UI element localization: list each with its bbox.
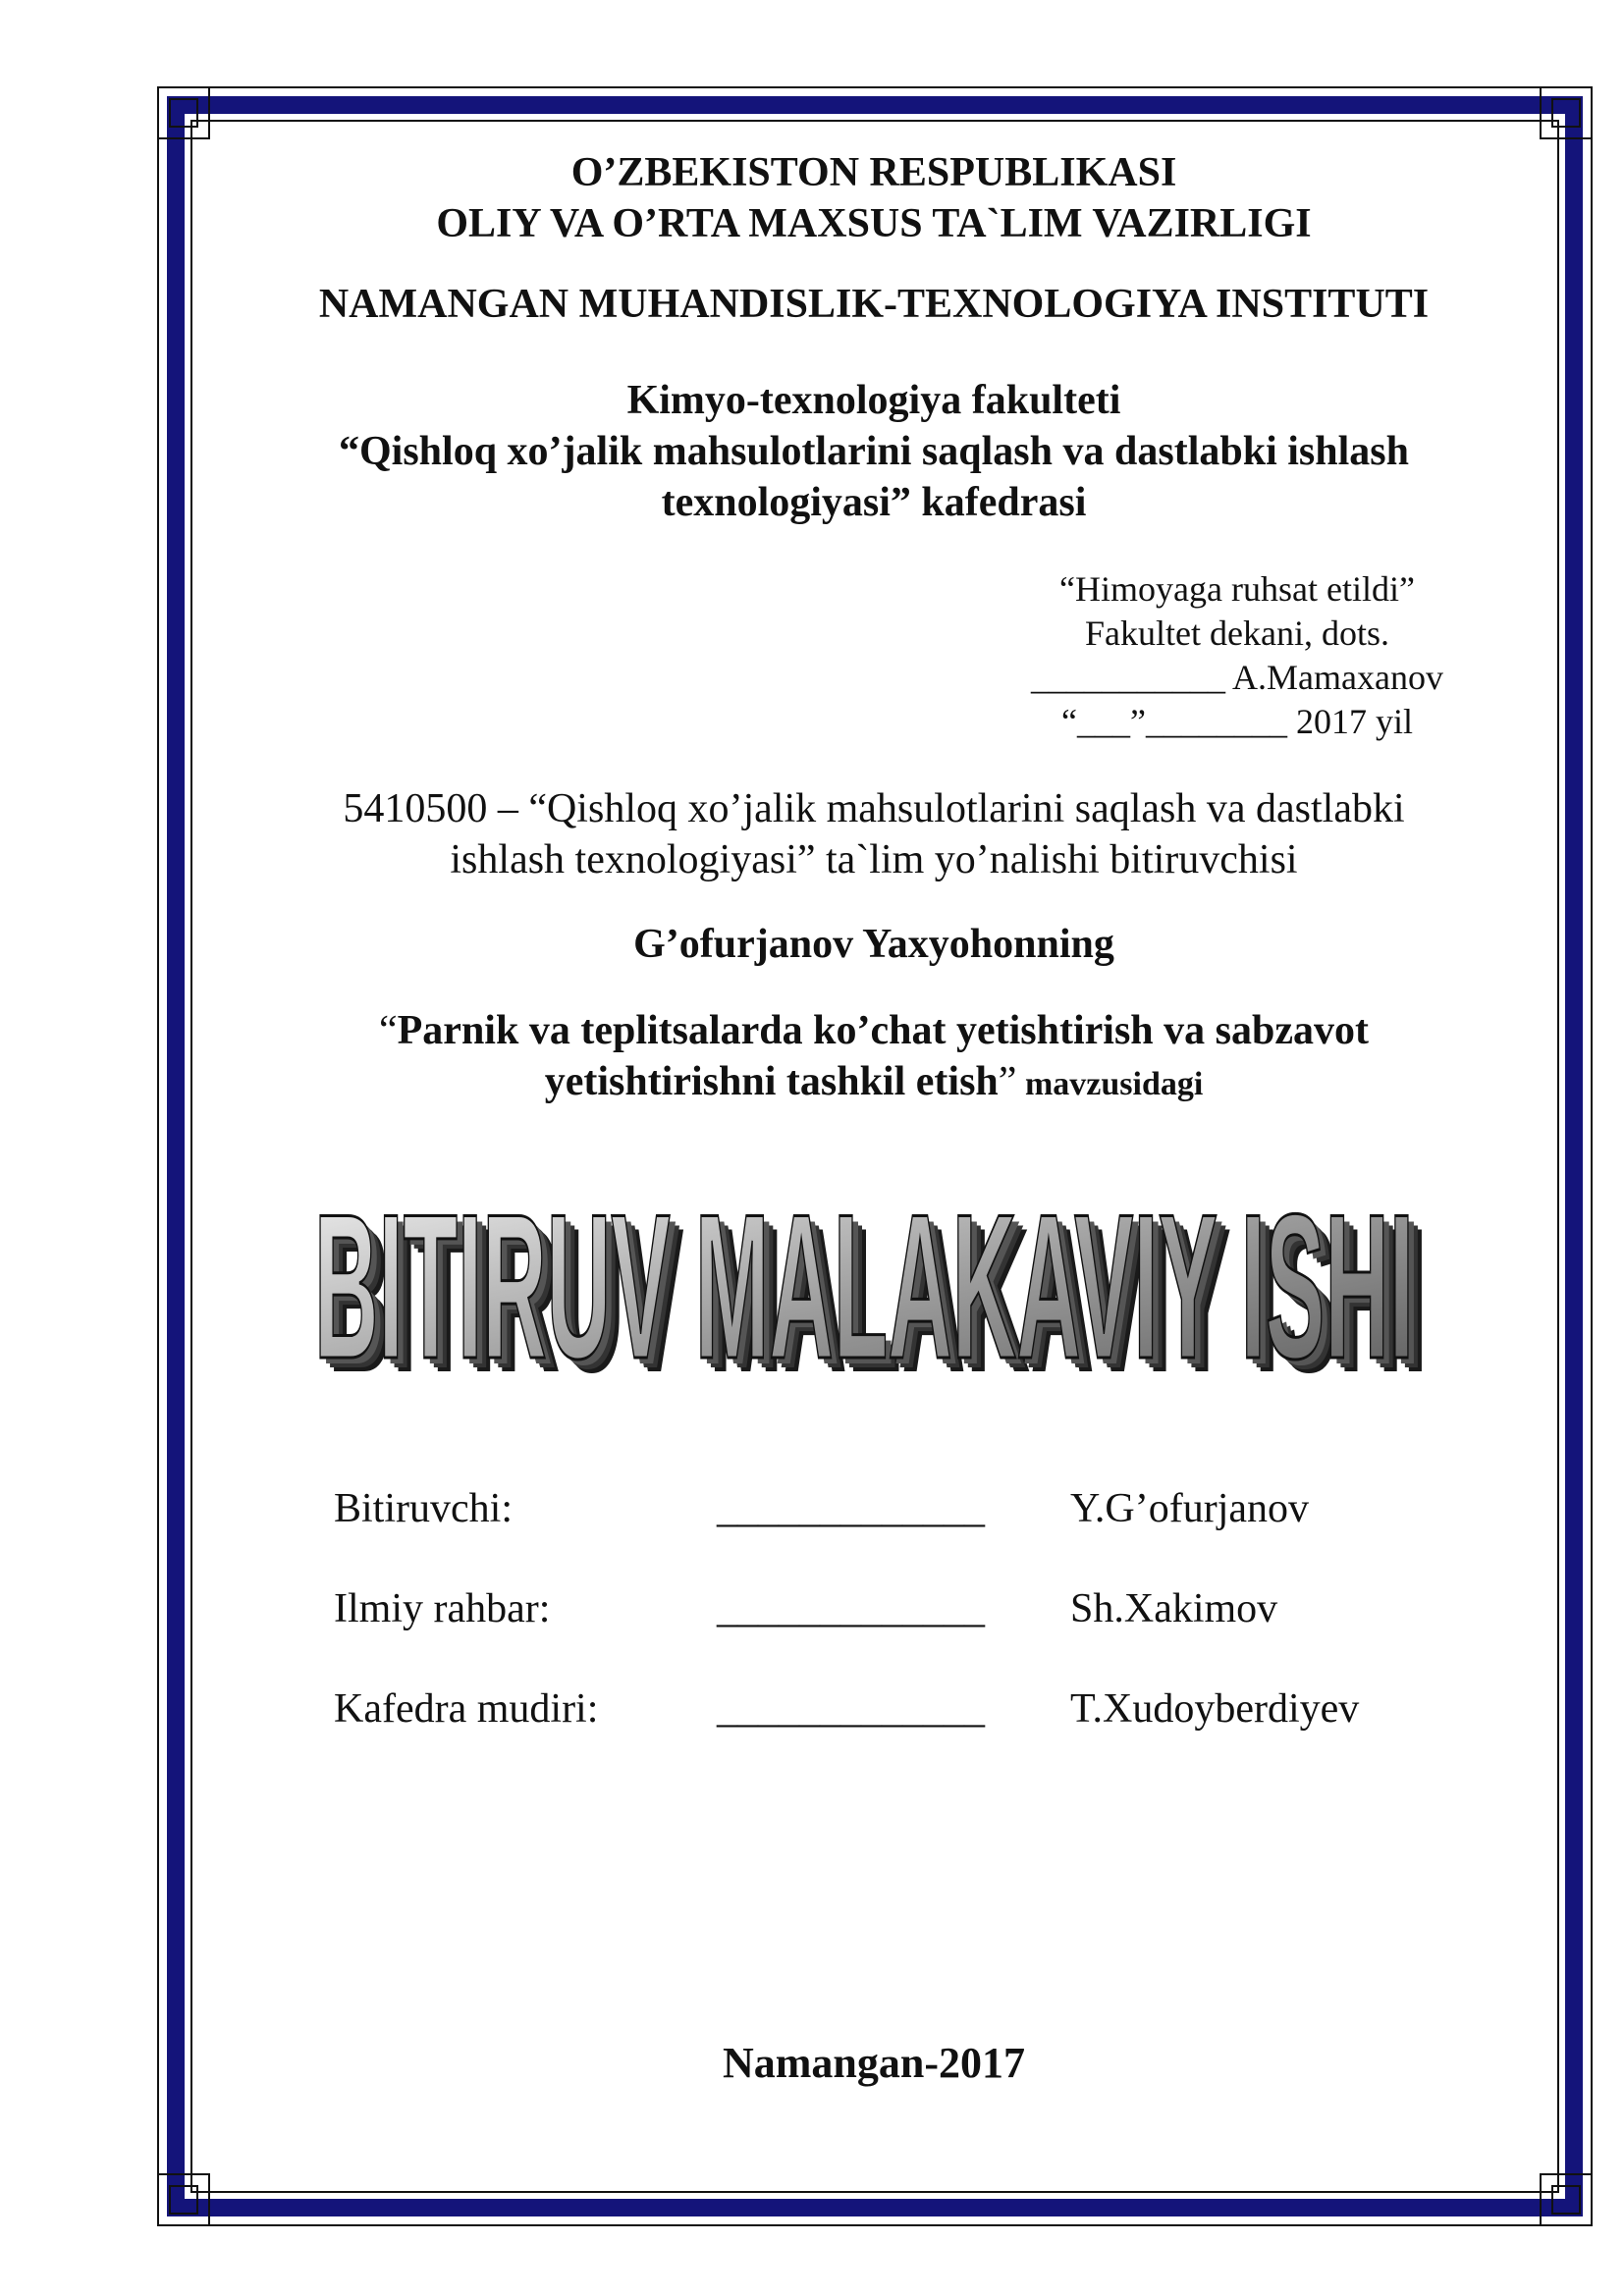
frame-corner-top-left bbox=[157, 86, 210, 139]
topic-text-2: yetishtirishni tashkil etish bbox=[544, 1059, 999, 1104]
approval-line-2: Fakultet dekani, dots. bbox=[1085, 614, 1389, 653]
signature-row-graduate bbox=[334, 1483, 1522, 1583]
signature-row-head-of-department bbox=[334, 1683, 1522, 1784]
republic-heading: O’ZBEKISTON RESPUBLIKASI bbox=[570, 150, 1177, 195]
approval-line-3: ___________ A.Mamaxanov bbox=[1031, 658, 1443, 697]
faculty-heading: Kimyo-texnologiya fakulteti bbox=[626, 378, 1121, 423]
signature-name: Sh.Xakimov bbox=[1070, 1586, 1278, 1631]
approval-block bbox=[982, 567, 1492, 744]
wordart-extrusion-3: BITIRUV MALAKAVIY ISHI bbox=[328, 1185, 1428, 1395]
approval-line-4: “___”________ 2017 yil bbox=[1061, 702, 1413, 741]
topic-suffix: mavzusidagi bbox=[1016, 1066, 1204, 1102]
frame-corner-bottom-left bbox=[157, 2173, 210, 2226]
wordart-extrusion-2: BITIRUV MALAKAVIY ISHI bbox=[324, 1181, 1424, 1395]
wordart-title-text: BITIRUV MALAKAVIY ISHI bbox=[314, 1171, 1414, 1395]
title-page-content bbox=[226, 147, 1522, 1784]
ministry-heading: OLIY VA O’RTA MAXSUS TA`LIM VAZIRLIGI bbox=[436, 201, 1312, 246]
direction-line-2: ishlash texnologiyasi” ta`lim yo’nalishi bitiruvchisi bbox=[450, 837, 1298, 882]
wordart-extrusion-1: BITIRUV MALAKAVIY ISHI bbox=[320, 1177, 1420, 1395]
topic-line-1 bbox=[226, 1005, 1522, 1056]
signature-name: Y.G’ofurjanov bbox=[1070, 1486, 1310, 1531]
signature-role: Ilmiy rahbar: bbox=[334, 1586, 551, 1631]
department-line-1: “Qishloq xo’jalik mahsulotlarini saqlash va dastlabki ishlash bbox=[338, 429, 1409, 474]
frame-corner-bottom-right bbox=[1540, 2173, 1593, 2226]
wordart-title bbox=[226, 1140, 1522, 1395]
approval-line-1: “Himoyaga ruhsat etildi” bbox=[1059, 569, 1415, 609]
signature-row-supervisor bbox=[334, 1583, 1522, 1683]
direction-line-1: 5410500 – “Qishloq xo’jalik mahsulotlarini saqlash va dastlabki bbox=[343, 786, 1405, 831]
department-line-2: texnologiyasi” kafedrasi bbox=[661, 480, 1087, 525]
topic-close-quote: ” bbox=[998, 1059, 1017, 1104]
study-direction bbox=[226, 783, 1522, 885]
wordart-title-svg bbox=[226, 1140, 1522, 1395]
signature-name: T.Xudoyberdiyev bbox=[1070, 1686, 1360, 1732]
signature-role: Kafedra mudiri: bbox=[334, 1686, 599, 1732]
signature-block bbox=[334, 1483, 1522, 1784]
topic-line-2 bbox=[226, 1056, 1522, 1110]
topic-open-quote: “ bbox=[379, 1008, 398, 1053]
institute-heading: NAMANGAN MUHANDISLIK-TEXNOLOGIYA INSTITUTI bbox=[318, 282, 1430, 327]
topic-text-1: Parnik va teplitsalarda ko’chat yetishtirish va sabzavot bbox=[397, 1008, 1369, 1053]
signature-line: _____________ bbox=[717, 1586, 985, 1631]
student-name: G’ofurjanov Yaxyohonning bbox=[633, 922, 1114, 967]
thesis-topic bbox=[226, 1005, 1522, 1110]
signature-line: _____________ bbox=[717, 1686, 985, 1732]
city-year: Namangan-2017 bbox=[722, 2039, 1026, 2087]
frame-corner-top-right bbox=[1540, 86, 1593, 139]
signature-role: Bitiruvchi: bbox=[334, 1486, 513, 1531]
signature-line: _____________ bbox=[717, 1486, 985, 1531]
